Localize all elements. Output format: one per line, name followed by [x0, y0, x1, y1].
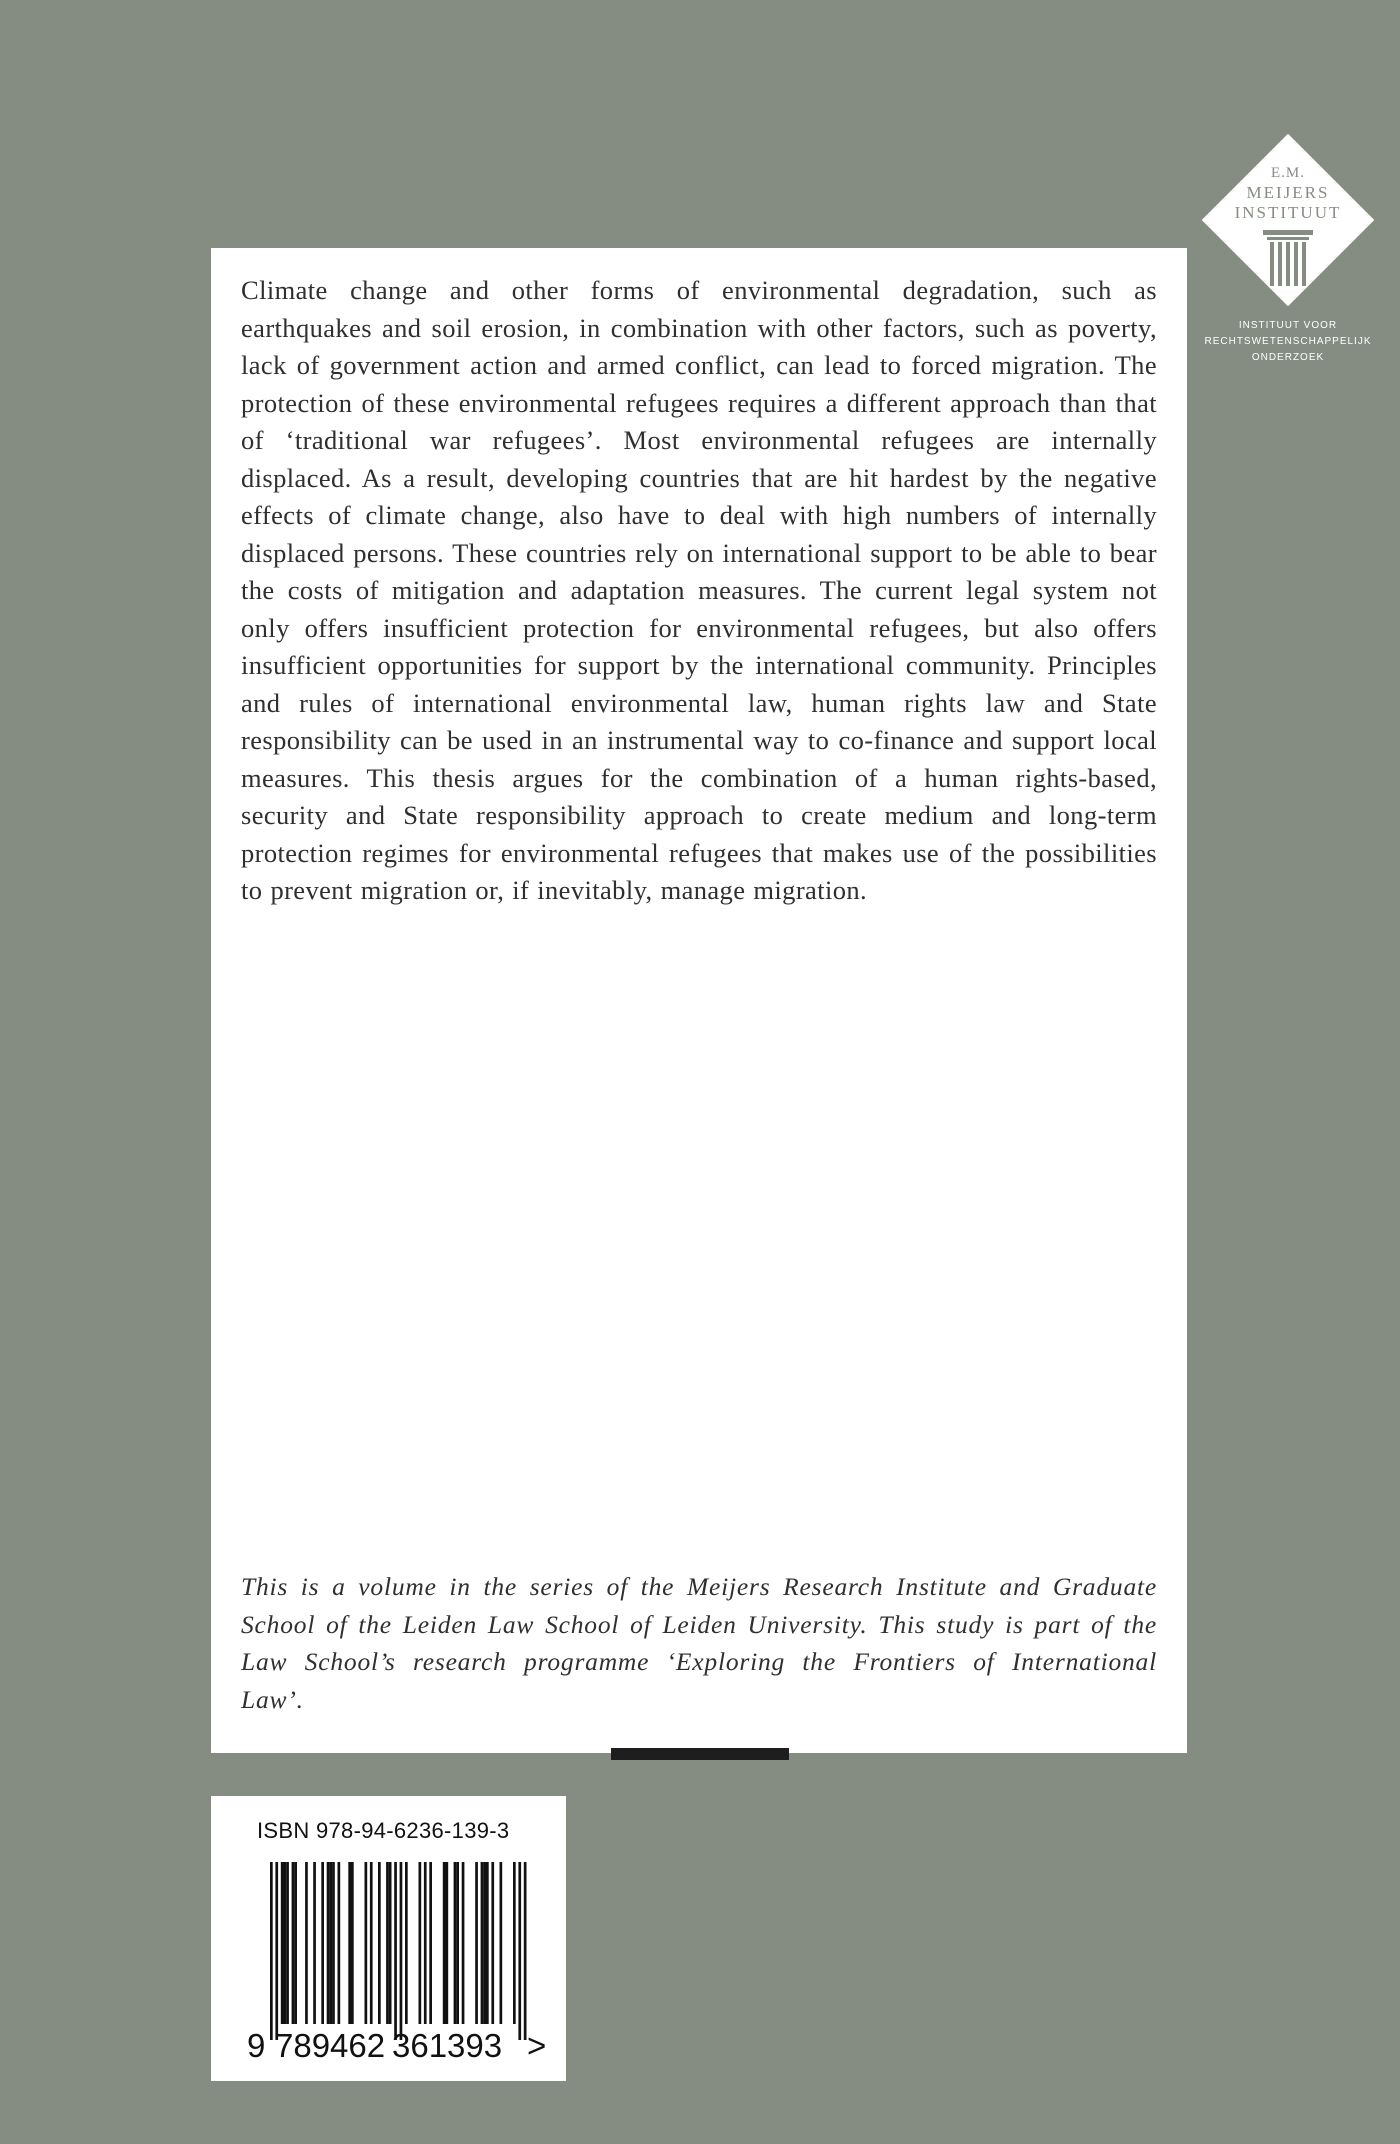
barcode-bar	[386, 1862, 389, 2024]
barcode-bar	[321, 1862, 324, 2024]
barcode-bar	[351, 1862, 354, 2024]
barcode-guard-bar	[524, 1862, 527, 2040]
logo-caption	[1188, 318, 1388, 366]
barcode-bar	[481, 1862, 484, 2024]
barcode-right-digits: 361393	[392, 2027, 503, 2064]
barcode-left-digits: 789462	[275, 2027, 386, 2064]
barcode-bar	[286, 1862, 289, 2024]
barcode-bar	[329, 1862, 332, 2024]
barcode-bar	[348, 1862, 351, 2024]
barcode-bar	[419, 1862, 422, 2024]
series-note: This is a volume in the series of the Meijers Research Institute and Graduate School of the Leiden Law School of Leiden University. This study is part of the Law School’s research programme ‘Exploring the Frontiers of International Law’.	[241, 1572, 1157, 1714]
barcode-bar	[292, 1862, 295, 2024]
barcode-bar	[327, 1862, 330, 2024]
logo-caption-line: ONDERZOEK	[1251, 352, 1325, 363]
meijers-instituut-logo	[1188, 128, 1388, 383]
barcode-bar	[443, 1862, 446, 2024]
barcode-bar	[462, 1862, 465, 2024]
barcode-quiet-zone-mark: >	[527, 2027, 547, 2064]
barcode-bar	[332, 1862, 335, 2024]
barcode-first-digit: 9	[247, 2027, 266, 2064]
barcode-bar	[294, 1862, 297, 2024]
barcode-bar	[446, 1862, 449, 2024]
barcode-bar	[491, 1862, 494, 2024]
barcode-bar	[305, 1862, 308, 2024]
barcode-bar	[424, 1862, 427, 2024]
barcode-bar	[365, 1862, 368, 2024]
pillar-icon	[1261, 228, 1315, 292]
barcode-bar	[338, 1862, 341, 2024]
logo-em-text: E.M.	[1271, 165, 1305, 181]
logo-caption-line: RECHTSWETENSCHAPPELIJK	[1204, 336, 1372, 347]
logo-meijers-text: MEIJERS	[1246, 183, 1330, 202]
isbn-barcode-box	[211, 1796, 566, 2081]
barcode-bar	[313, 1862, 316, 2024]
barcode-bar	[284, 1862, 287, 2024]
barcode-guard-bar	[270, 1862, 273, 2040]
barcode-guard-bar	[394, 1862, 397, 2040]
barcode-bar	[281, 1862, 284, 2024]
barcode-bar	[513, 1862, 516, 2024]
barcode-bar	[389, 1862, 392, 2024]
logo-instituut-text: INSTITUUT	[1234, 203, 1342, 222]
isbn-label: ISBN 978-94-6236-139-3	[257, 1818, 510, 1843]
barcode-bar	[475, 1862, 478, 2024]
decorative-bar	[611, 1748, 789, 1760]
barcode-bar	[405, 1862, 408, 2024]
barcode-guard-bar	[275, 1862, 278, 2040]
barcode-icon	[211, 1796, 566, 2081]
barcode-guard-bar	[518, 1862, 521, 2040]
book-abstract: Climate change and other forms of environmental degradation, such as earthquakes and soil erosion, in combination with other factors, such as poverty, lack of government action and armed conflict, can lead to forced migration. The protection of these environmental refugees requires a different approach than that of ‘traditional war refugees’. Most environmental refugees are internally displaced. As a result, developing countries that are hit hardest by the negative effects of climate change, also have to deal with high numbers of internally displaced persons. These countries rely on international support to be able to bear the costs of mitigation and adaptation measures. The current legal system not only offers insufficient protection for environmental refugees, but also offers insufficient opportunities for support by the international community. Principles and rules of international environmental law, human rights law and State responsibility can be used in an instrumental way to co-finance and support local measures. This thesis argues for the combination of a human rights-based, security and State responsibility approach to create medium and long-term protection regimes for environmental refugees that makes use of the possibilities to prevent migration or, if inevitably, manage migration.	[241, 275, 1157, 905]
barcode-bar	[378, 1862, 381, 2024]
barcode-bar	[454, 1862, 457, 2024]
barcode-bar	[370, 1862, 373, 2024]
logo-caption-line: INSTITUUT VOOR	[1238, 320, 1338, 331]
barcode-bar	[483, 1862, 486, 2024]
barcode-bar	[456, 1862, 459, 2024]
barcode-guard-bar	[400, 1862, 403, 2040]
barcode-bar	[486, 1862, 489, 2024]
barcode-bar	[429, 1862, 432, 2024]
back-cover-text-panel	[211, 248, 1187, 1753]
barcode-bars	[270, 1862, 527, 2040]
barcode-bar	[500, 1862, 503, 2024]
